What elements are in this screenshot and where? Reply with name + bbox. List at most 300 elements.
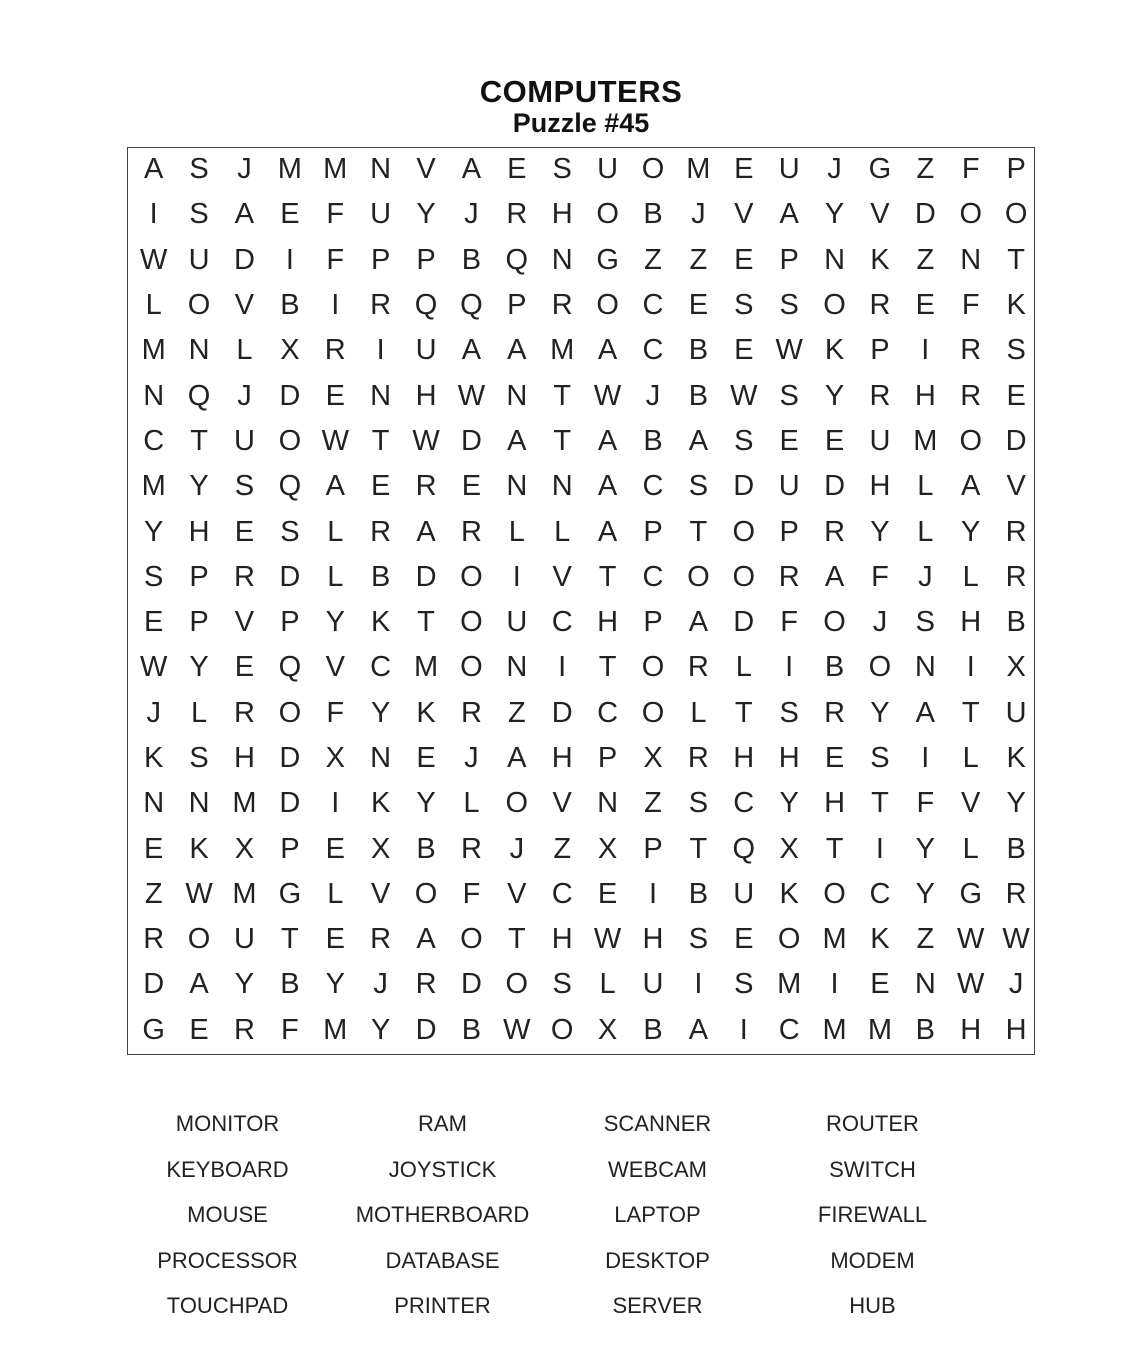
grid-letter[interactable]: R [415,470,437,503]
grid-letter[interactable]: E [824,424,845,457]
grid-letter[interactable]: T [871,787,889,820]
grid-letter[interactable]: O [868,651,892,684]
grid-letter[interactable]: K [1006,289,1026,322]
grid-letter[interactable]: N [551,243,573,276]
grid-letter[interactable]: R [687,651,709,684]
grid-letter[interactable]: C [642,334,664,367]
grid-letter[interactable]: L [463,787,480,820]
grid-letter[interactable]: W [140,243,168,276]
grid-letter[interactable]: S [552,968,572,1001]
grid-letter[interactable]: R [687,742,709,774]
grid-letter[interactable]: H [551,198,573,231]
grid-letter[interactable]: R [1005,560,1027,593]
grid-letter[interactable]: K [370,787,391,820]
grid-letter[interactable]: Y [325,606,345,639]
grid-letter[interactable]: M [822,923,847,956]
grid-letter[interactable]: A [325,470,345,503]
grid-letter[interactable]: M [867,1013,893,1046]
grid-letter[interactable]: Y [915,832,935,865]
grid-letter[interactable]: H [642,923,664,956]
grid-letter[interactable]: L [508,515,525,548]
grid-letter[interactable]: R [143,923,165,956]
grid-letter[interactable]: C [143,424,165,457]
grid-letter[interactable]: A [416,515,436,548]
grid-letter[interactable]: B [915,1013,935,1046]
grid-letter[interactable]: W [185,877,213,910]
grid-letter[interactable]: H [188,515,210,548]
grid-letter[interactable]: E [779,424,799,457]
grid-letter[interactable]: D [551,696,573,729]
grid-letter[interactable]: N [506,651,528,684]
grid-letter[interactable]: T [734,696,753,729]
grid-letter[interactable]: A [915,696,935,729]
grid-letter[interactable]: T [281,923,299,956]
grid-letter[interactable]: H [960,1013,982,1046]
grid-letter[interactable]: X [280,334,300,367]
grid-letter[interactable]: B [643,1013,663,1046]
grid-letter[interactable]: Z [144,877,163,910]
grid-letter[interactable]: P [779,243,799,276]
grid-letter[interactable]: A [507,742,527,774]
grid-letter[interactable]: T [825,832,844,865]
grid-letter[interactable]: A [824,560,845,593]
grid-letter[interactable]: W [412,424,440,457]
grid-letter[interactable]: V [234,289,255,322]
grid-letter[interactable]: J [1008,968,1024,1001]
grid-letter[interactable]: C [642,470,664,503]
grid-letter[interactable]: A [507,424,527,457]
grid-letter[interactable]: N [370,742,392,774]
grid-letter[interactable]: Y [779,787,799,820]
grid-letter[interactable]: B [824,651,845,684]
grid-letter[interactable]: I [331,289,340,322]
grid-letter[interactable]: S [189,198,209,231]
grid-letter[interactable]: P [1006,153,1026,186]
grid-letter[interactable]: Y [416,787,436,820]
grid-letter[interactable]: E [870,968,890,1001]
grid-letter[interactable]: M [913,424,938,457]
grid-letter[interactable]: F [961,289,980,322]
grid-letter[interactable]: T [1007,243,1025,276]
grid-letter[interactable]: O [959,198,982,231]
grid-letter[interactable]: F [916,787,935,820]
grid-letter[interactable]: A [688,424,709,457]
grid-letter[interactable]: N [188,334,210,367]
grid-letter[interactable]: G [142,1013,165,1046]
grid-letter[interactable]: R [370,289,392,322]
grid-letter[interactable]: D [143,968,165,1001]
grid-letter[interactable]: Y [1006,787,1026,820]
grid-letter[interactable]: L [917,515,934,548]
grid-letter[interactable]: K [370,606,391,639]
grid-letter[interactable]: M [550,334,575,367]
grid-letter[interactable]: T [689,515,708,548]
grid-letter[interactable]: X [370,832,391,865]
grid-letter[interactable]: E [734,243,754,276]
grid-letter[interactable]: L [917,470,934,503]
grid-letter[interactable]: S [779,379,799,412]
grid-letter[interactable]: S [779,696,799,729]
grid-letter[interactable]: S [734,424,754,457]
grid-letter[interactable]: W [321,424,349,457]
grid-letter[interactable]: L [690,696,707,729]
grid-letter[interactable]: R [370,515,392,548]
grid-letter[interactable]: V [552,787,572,820]
grid-letter[interactable]: E [144,832,164,865]
grid-letter[interactable]: V [552,560,572,593]
grid-letter[interactable]: F [780,606,799,639]
grid-letter[interactable]: U [778,470,800,503]
grid-letter[interactable]: O [550,1013,574,1046]
grid-letter[interactable]: H [234,742,255,774]
grid-letter[interactable]: Y [189,470,209,503]
grid-letter[interactable]: D [460,424,482,457]
grid-letter[interactable]: Q [278,470,302,503]
grid-letter[interactable]: S [552,153,572,186]
grid-letter[interactable]: B [688,877,709,910]
grid-letter[interactable]: T [417,606,435,639]
grid-letter[interactable]: L [735,651,752,684]
grid-letter[interactable]: A [688,1013,709,1046]
grid-letter[interactable]: Z [644,787,662,820]
grid-letter[interactable]: J [464,198,479,231]
grid-letter[interactable]: F [281,1013,299,1046]
grid-letter[interactable]: N [960,243,982,276]
grid-letter[interactable]: M [686,153,711,186]
grid-letter[interactable]: O [687,560,710,593]
grid-letter[interactable]: X [325,742,345,774]
grid-letter[interactable]: Y [824,198,845,231]
grid-letter[interactable]: R [460,515,482,548]
grid-letter[interactable]: E [507,153,527,186]
grid-letter[interactable]: U [234,923,255,956]
grid-letter[interactable]: T [190,424,208,457]
grid-letter[interactable]: E [734,923,754,956]
grid-letter[interactable]: X [597,832,618,865]
grid-letter[interactable]: S [144,560,164,593]
grid-letter[interactable]: H [869,470,891,503]
grid-letter[interactable]: L [145,289,162,322]
grid-letter[interactable]: O [641,696,665,729]
grid-letter[interactable]: H [733,742,755,774]
grid-letter[interactable]: I [694,968,703,1001]
grid-letter[interactable]: I [785,651,794,684]
grid-letter[interactable]: D [279,787,301,820]
grid-letter[interactable]: J [827,153,842,186]
grid-letter[interactable]: N [143,379,165,412]
grid-letter[interactable]: H [597,606,619,639]
grid-letter[interactable]: P [189,606,209,639]
grid-letter[interactable]: L [599,968,616,1001]
grid-letter[interactable]: P [597,742,618,774]
grid-letter[interactable]: R [234,696,255,729]
grid-letter[interactable]: P [643,832,663,865]
grid-letter[interactable]: B [1006,832,1026,865]
grid-letter[interactable]: E [416,742,436,774]
grid-letter[interactable]: H [778,742,800,774]
grid-letter[interactable]: E [234,651,255,684]
grid-letter[interactable]: D [279,379,301,412]
grid-letter[interactable]: M [323,1013,348,1046]
grid-letter[interactable]: K [144,742,164,774]
grid-letter[interactable]: X [1006,651,1026,684]
grid-letter[interactable]: O [823,877,846,910]
grid-letter[interactable]: P [280,832,300,865]
grid-letter[interactable]: D [234,243,255,276]
grid-letter[interactable]: Z [916,243,935,276]
grid-letter[interactable]: S [779,289,799,322]
grid-letter[interactable]: E [915,289,935,322]
grid-letter[interactable]: R [1005,877,1027,910]
grid-letter[interactable]: P [643,606,663,639]
grid-letter[interactable]: N [506,379,528,412]
grid-letter[interactable]: Z [689,243,708,276]
grid-letter[interactable]: D [914,198,936,231]
grid-letter[interactable]: L [191,696,208,729]
grid-letter[interactable]: O [278,696,302,729]
grid-letter[interactable]: Y [824,379,845,412]
grid-letter[interactable]: Z [916,923,935,956]
grid-letter[interactable]: V [1006,470,1026,503]
grid-letter[interactable]: R [324,334,346,367]
grid-letter[interactable]: V [416,153,436,186]
grid-letter[interactable]: Z [507,696,526,729]
grid-letter[interactable]: X [597,1013,618,1046]
grid-letter[interactable]: S [915,606,935,639]
grid-letter[interactable]: N [914,968,936,1001]
grid-letter[interactable]: W [503,1013,531,1046]
grid-letter[interactable]: P [189,560,209,593]
grid-letter[interactable]: I [376,334,385,367]
grid-letter[interactable]: I [331,787,340,820]
grid-letter[interactable]: L [554,515,571,548]
grid-letter[interactable]: V [734,198,754,231]
grid-letter[interactable]: D [415,1013,437,1046]
grid-letter[interactable]: F [961,153,980,186]
grid-letter[interactable]: R [234,560,255,593]
grid-letter[interactable]: B [280,289,300,322]
grid-letter[interactable]: O [187,289,211,322]
grid-letter[interactable]: U [506,606,528,639]
grid-letter[interactable]: L [962,560,979,593]
grid-letter[interactable]: A [461,153,482,186]
grid-letter[interactable]: E [734,334,754,367]
grid-letter[interactable]: O [596,198,619,231]
grid-letter[interactable]: M [232,877,257,910]
grid-letter[interactable]: N [143,787,165,820]
grid-letter[interactable]: K [189,832,209,865]
grid-letter[interactable]: Y [961,515,981,548]
grid-letter[interactable]: F [871,560,889,593]
grid-letter[interactable]: L [236,334,253,367]
grid-letter[interactable]: W [730,379,758,412]
grid-letter[interactable]: N [370,153,392,186]
grid-letter[interactable]: Y [234,968,255,1001]
grid-letter[interactable]: E [144,606,164,639]
grid-letter[interactable]: F [326,198,345,231]
grid-letter[interactable]: D [279,560,301,593]
grid-letter[interactable]: J [464,742,479,774]
grid-letter[interactable]: E [280,198,300,231]
grid-letter[interactable]: X [234,832,255,865]
grid-letter[interactable]: O [1004,198,1028,231]
grid-letter[interactable]: F [462,877,481,910]
grid-letter[interactable]: S [734,289,754,322]
grid-letter[interactable]: D [415,560,437,593]
grid-letter[interactable]: R [960,379,982,412]
grid-letter[interactable]: A [189,968,209,1001]
grid-letter[interactable]: U [370,198,392,231]
grid-letter[interactable]: R [869,289,891,322]
grid-letter[interactable]: O [460,606,483,639]
grid-letter[interactable]: G [278,877,302,910]
grid-letter[interactable]: C [370,651,392,684]
grid-letter[interactable]: N [188,787,210,820]
grid-letter[interactable]: J [918,560,933,593]
grid-letter[interactable]: O [732,515,756,548]
grid-letter[interactable]: P [870,334,890,367]
grid-letter[interactable]: B [643,198,663,231]
grid-letter[interactable]: E [234,515,255,548]
grid-letter[interactable]: P [416,243,436,276]
grid-letter[interactable]: I [921,334,930,367]
grid-letter[interactable]: W [957,968,985,1001]
grid-letter[interactable]: J [691,198,706,231]
grid-letter[interactable]: O [460,560,483,593]
grid-letter[interactable]: B [416,832,436,865]
grid-letter[interactable]: P [507,289,527,322]
grid-letter[interactable]: A [779,198,799,231]
grid-letter[interactable]: L [962,832,979,865]
grid-letter[interactable]: J [237,153,252,186]
grid-letter[interactable]: N [551,470,573,503]
grid-letter[interactable]: U [234,424,255,457]
grid-letter[interactable]: H [914,379,936,412]
grid-letter[interactable]: Y [144,515,164,548]
grid-letter[interactable]: P [643,515,663,548]
grid-letter[interactable]: J [237,379,252,412]
grid-letter[interactable]: H [1005,1013,1027,1046]
grid-letter[interactable]: P [370,243,391,276]
grid-letter[interactable]: B [461,1013,482,1046]
grid-letter[interactable]: O [823,606,846,639]
grid-letter[interactable]: A [461,334,482,367]
grid-letter[interactable]: K [779,877,799,910]
grid-letter[interactable]: P [280,606,300,639]
grid-letter[interactable]: G [596,243,619,276]
grid-letter[interactable]: Y [870,696,890,729]
grid-letter[interactable]: I [512,560,521,593]
grid-letter[interactable]: A [597,515,618,548]
grid-letter[interactable]: U [733,877,755,910]
grid-letter[interactable]: T [598,560,617,593]
grid-letter[interactable]: F [326,243,345,276]
grid-letter[interactable]: V [507,877,527,910]
grid-letter[interactable]: O [959,424,982,457]
grid-letter[interactable]: W [775,334,803,367]
grid-letter[interactable]: Y [915,877,935,910]
grid-letter[interactable]: W [1002,923,1030,956]
grid-letter[interactable]: M [413,651,439,684]
grid-letter[interactable]: W [140,651,168,684]
grid-letter[interactable]: L [327,515,344,548]
grid-letter[interactable]: C [733,787,755,820]
grid-letter[interactable]: U [642,968,664,1001]
grid-letter[interactable]: K [1006,742,1026,774]
grid-letter[interactable]: K [870,923,890,956]
grid-letter[interactable]: A [507,334,527,367]
grid-letter[interactable]: O [414,877,438,910]
grid-letter[interactable]: O [505,787,529,820]
grid-letter[interactable]: Q [505,243,529,276]
grid-letter[interactable]: D [279,742,301,774]
grid-letter[interactable]: M [232,787,257,820]
grid-letter[interactable]: C [642,560,664,593]
grid-letter[interactable]: R [460,696,482,729]
grid-letter[interactable]: O [732,560,756,593]
grid-letter[interactable]: L [962,742,979,774]
grid-letter[interactable]: C [869,877,891,910]
grid-letter[interactable]: J [146,696,161,729]
grid-letter[interactable]: T [507,923,526,956]
grid-letter[interactable]: M [777,968,802,1001]
grid-letter[interactable]: T [553,379,572,412]
grid-letter[interactable]: R [824,515,846,548]
grid-letter[interactable]: R [234,1013,255,1046]
grid-letter[interactable]: O [641,153,665,186]
grid-letter[interactable]: C [551,606,573,639]
grid-letter[interactable]: B [370,560,391,593]
grid-letter[interactable]: R [370,923,392,956]
grid-letter[interactable]: I [149,198,158,231]
grid-letter[interactable]: N [506,470,528,503]
grid-letter[interactable]: O [641,651,665,684]
grid-letter[interactable]: V [325,651,345,684]
grid-letter[interactable]: Y [370,696,391,729]
grid-letter[interactable]: D [1005,424,1027,457]
grid-letter[interactable]: J [373,968,388,1001]
grid-letter[interactable]: B [688,379,709,412]
grid-letter[interactable]: Q [278,651,302,684]
grid-letter[interactable]: O [505,968,529,1001]
grid-letter[interactable]: F [326,696,345,729]
grid-letter[interactable]: H [415,379,437,412]
grid-letter[interactable]: M [323,153,348,186]
grid-letter[interactable]: W [593,923,622,956]
grid-letter[interactable]: Z [644,243,662,276]
grid-letter[interactable]: I [558,651,567,684]
grid-letter[interactable]: S [189,742,209,774]
grid-letter[interactable]: M [141,470,166,503]
grid-letter[interactable]: O [278,424,302,457]
grid-letter[interactable]: I [921,742,930,774]
grid-letter[interactable]: I [739,1013,748,1046]
grid-letter[interactable]: N [597,787,619,820]
grid-letter[interactable]: R [824,696,846,729]
grid-letter[interactable]: D [733,470,755,503]
grid-letter[interactable]: J [872,606,888,639]
grid-letter[interactable]: A [234,198,255,231]
grid-letter[interactable]: A [688,606,709,639]
grid-letter[interactable]: K [870,243,890,276]
grid-letter[interactable]: S [1006,334,1026,367]
grid-letter[interactable]: B [688,334,709,367]
grid-letter[interactable]: I [648,877,658,910]
grid-letter[interactable]: C [597,696,619,729]
grid-letter[interactable]: E [325,379,345,412]
grid-letter[interactable]: Z [916,153,935,186]
grid-letter[interactable]: T [371,424,390,457]
